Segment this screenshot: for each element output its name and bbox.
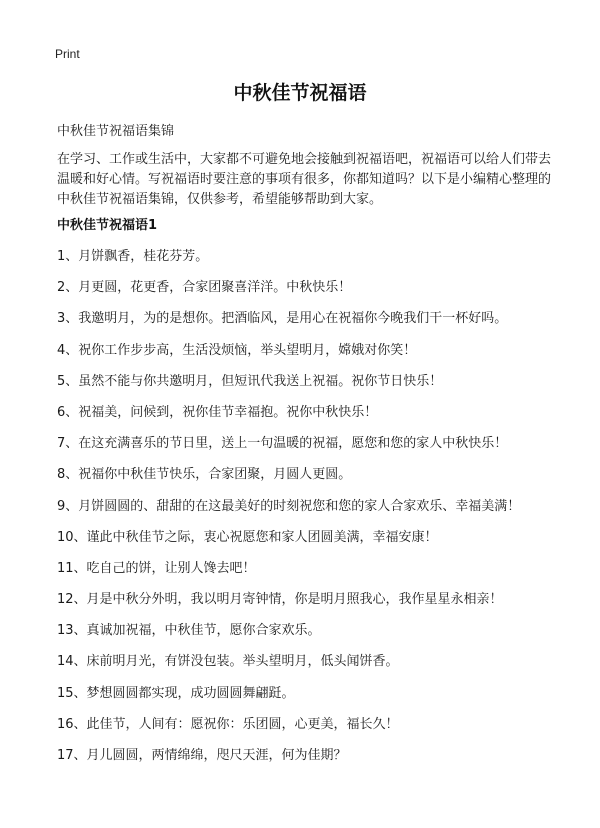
list-item: 16、此佳节，人间有：愿祝你：乐团圆，心更美，福长久！	[57, 716, 399, 732]
list-item: 10、谨此中秋佳节之际，衷心祝愿您和家人团圆美满，幸福安康！	[57, 529, 438, 545]
intro-paragraph: 在学习、工作或生活中，大家都不可避免地会接触到祝福语吧，祝福语可以给人们带去温暖和好心情。写祝福语时要注意的事项有很多，你都知道吗？以下是小编精心整理的中秋佳节祝福语集锦，仅供参考，希望能够帮助到大家。	[57, 152, 552, 207]
list-item: 11、吃自己的饼，让别人馋去吧！	[57, 560, 256, 576]
list-item: 7、在这充满喜乐的节日里，送上一句温暖的祝福，愿您和您的家人中秋快乐！	[57, 436, 508, 452]
list-item: 6、祝福美，问候到，祝你佳节幸福抱。祝你中秋快乐！	[57, 404, 378, 420]
list-item: 17、月儿圆圆，两情绵绵，咫尺天涯，何为佳期？	[57, 748, 347, 763]
list-item: 15、梦想圆圆都实现，成功圆圆舞翩跹。	[57, 685, 295, 701]
article-subtitle: 中秋佳节祝福语集锦	[57, 124, 175, 139]
list-item: 3、我邀明月，为的是想你。把酒临风，是用心在祝福你今晚我们干一杯好吗。	[57, 311, 508, 327]
wish-list	[57, 248, 577, 778]
section-heading: 中秋佳节祝福语1	[57, 218, 158, 233]
list-item: 4、祝你工作步步高，生活没烦恼，举头望明月，嫦娥对你笑！	[57, 342, 417, 358]
list-item: 9、月饼圆圆的、甜甜的在这最美好的时刻祝您和您的家人合家欢乐、幸福美满！	[57, 498, 521, 514]
list-item: 1、月饼飘香，桂花芬芳。	[57, 249, 209, 264]
print-link[interactable]: Print	[55, 47, 80, 61]
list-item: 8、祝福你中秋佳节快乐，合家团聚，月圆人更圆。	[57, 467, 352, 483]
list-item: 14、床前明月光，有饼没包装。举头望明月，低头闻饼香。	[57, 654, 399, 670]
list-item: 2、月更圆，花更香，合家团聚喜洋洋。中秋快乐！	[57, 280, 352, 296]
list-item: 13、真诚加祝福，中秋佳节，愿你合家欢乐。	[57, 623, 321, 639]
list-item: 5、虽然不能与你共邀明月，但短讯代我送上祝福。祝你节日快乐！	[57, 373, 443, 389]
page-title: 中秋佳节祝福语	[233, 82, 367, 104]
list-item: 12、月是中秋分外明，我以明月寄钟情，你是明月照我心，我作星星永相亲！	[57, 592, 503, 608]
